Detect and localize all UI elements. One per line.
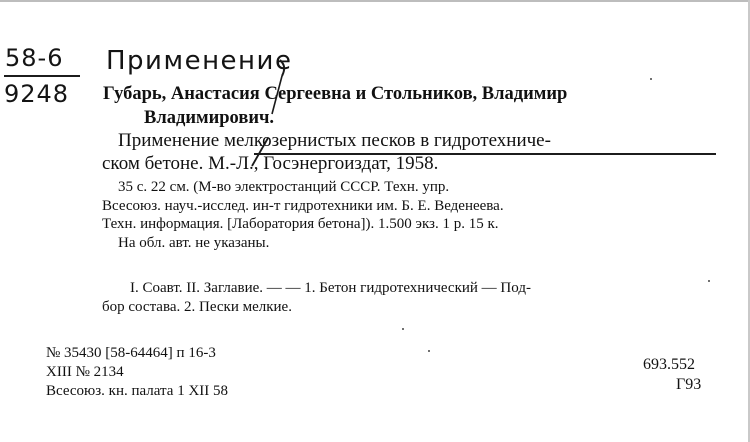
record-volume-line: XIII № 2134 xyxy=(46,364,124,380)
shelf-code-underline xyxy=(4,75,80,77)
handwritten-heading: Применение xyxy=(106,46,293,76)
scan-speck xyxy=(650,78,652,80)
author-line-1: Губарь, Анастасия Сергеевна и Стольников, Владимир xyxy=(103,84,568,104)
title-line-2: ском бетоне. М.-Л., Госэнергоиздат, 1958. xyxy=(102,153,439,174)
author-line-2: Владимирович. xyxy=(144,108,275,128)
note-line: На обл. авт. не указаны. xyxy=(118,235,270,251)
class-number: 693.552 xyxy=(643,356,695,373)
tracing-line-2: бор состава. 2. Пески мелкие. xyxy=(102,299,292,315)
handwritten-shelf-code: 58-6 xyxy=(5,44,64,72)
collation-line-3: Техн. информация. [Лаборатория бетона]). 1.500 экз. 1 р. 15 к. xyxy=(102,216,499,232)
collation-line-2: Всесоюз. науч.-исслед. ин-т гидротехники им. Б. Е. Веденеева. xyxy=(102,198,504,214)
scan-speck xyxy=(402,328,404,330)
card-top-edge xyxy=(0,0,750,2)
collation-line-1: 35 с. 22 см. (М-во электростанций СССР. Техн. упр. xyxy=(118,179,450,195)
scan-speck xyxy=(708,280,710,282)
record-chamber-line: Всесоюз. кн. палата 1 XII 58 xyxy=(46,383,229,399)
tracing-line-1: I. Соавт. II. Заглавие. — — 1. Бетон гидротехнический — Под- xyxy=(130,280,531,296)
handwritten-inventory-code: 9248 xyxy=(4,80,70,108)
author-mark: Г93 xyxy=(676,376,702,393)
scan-speck xyxy=(428,350,430,352)
title-line-1: Применение мелкозернистых песков в гидротехниче- xyxy=(118,130,551,151)
record-number-line: № 35430 [58-64464] п 16-3 xyxy=(46,345,216,361)
